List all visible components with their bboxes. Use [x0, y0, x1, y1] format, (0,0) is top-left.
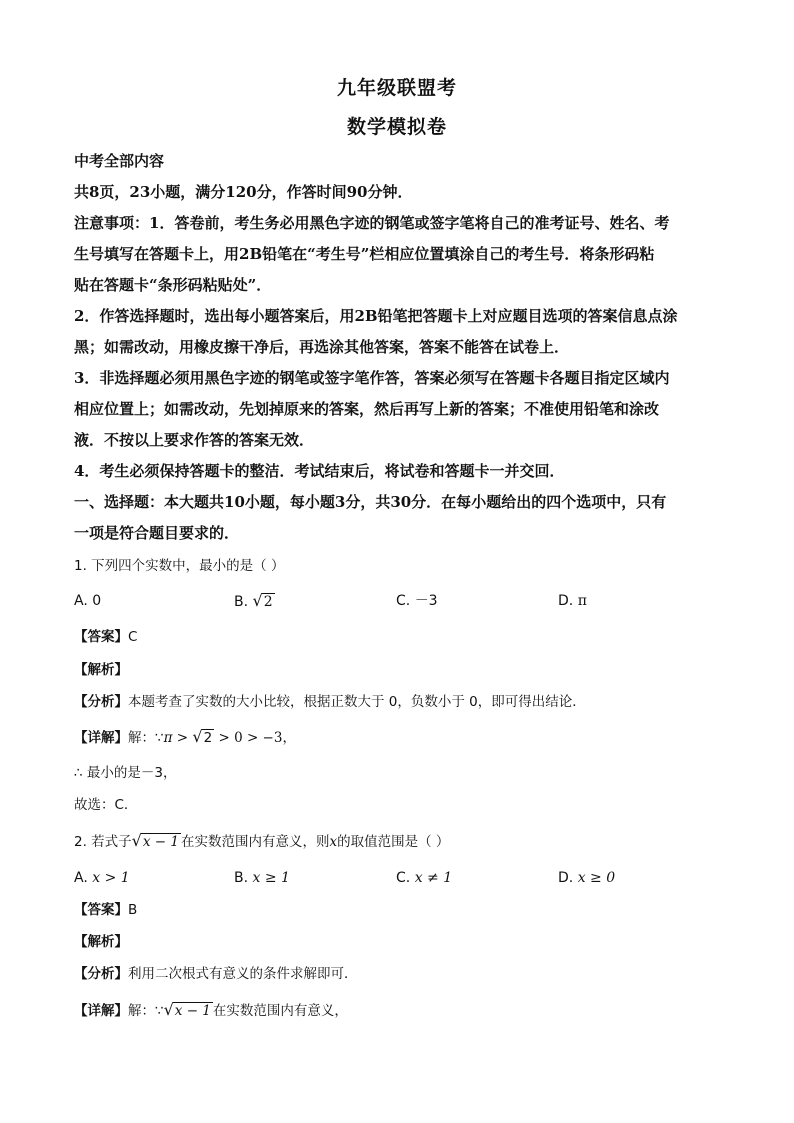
option-value: π: [577, 593, 587, 609]
q2-fenxi: [74, 964, 358, 984]
fenxi-text: 利用二次根式有意义的条件求解即可．: [128, 966, 358, 982]
q1-detail: [74, 727, 296, 748]
q1-fenxi: [74, 692, 586, 712]
because-symbol: ∵: [155, 730, 164, 746]
detail-prefix: 解：∵: [128, 1003, 164, 1019]
page-title: 九年级联盟考: [336, 77, 457, 99]
q2-option-c: [396, 868, 452, 888]
notice-line: 3．非选择题必须用黑色字迹的钢笔或签字笔作答，答案必须写在答题卡各题目指定区域内: [74, 369, 670, 387]
detail-sqrt: 2: [203, 730, 213, 746]
q1-analysis-tag: 【解析】: [74, 662, 128, 678]
question-1-stem: 1. 下列四个实数中，最小的是（ ）: [74, 558, 285, 574]
notice-line: 黑；如需改动，用橡皮擦干净后，再选涂其他答案，答案不能答在试卷上．: [74, 338, 570, 356]
q1-option-d: [558, 591, 587, 611]
option-label: C.: [396, 593, 415, 609]
detail-gt: >: [172, 730, 193, 746]
detail-tag: 【详解】: [74, 1003, 128, 1019]
notice-line: 液．不按以上要求作答的答案无效．: [74, 431, 315, 449]
notice-line: 贴在答题卡“条形码粘贴处”．: [74, 276, 272, 294]
sqrt-sign: √: [131, 831, 142, 850]
stem-radicand: x − 1: [142, 834, 179, 850]
detail-pi: π: [163, 730, 173, 746]
answer-tag: 【答案】: [74, 902, 128, 918]
exam-info: 共8页，23小题，满分120分，作答时间90分钟．: [74, 183, 413, 201]
q2-option-a: [74, 868, 130, 888]
section-heading: 一项是符合题目要求的．: [74, 524, 240, 542]
notice-line: 相应位置上；如需改动，先划掉原来的答案，然后再写上新的答案；不准使用铅笔和涂改: [74, 400, 660, 418]
detail-prefix: 解：: [128, 730, 155, 746]
q1-option-b: [234, 591, 275, 612]
option-value: x > 1: [92, 870, 130, 886]
answer-value: B: [128, 902, 138, 918]
fenxi-tag: 【分析】: [74, 966, 128, 982]
stem-suffix: 的取值范围是（ ）: [337, 834, 450, 850]
option-label: A.: [74, 870, 93, 886]
q2-option-d: [558, 868, 615, 888]
notice-line: 注意事项：1．答卷前，考生务必用黑色字迹的钢笔或签字笔将自己的准考证号、姓名、考: [74, 214, 670, 232]
sqrt-sign: √: [192, 727, 203, 746]
stem-mid: 在实数范围内有意义，则: [180, 834, 330, 850]
page-subtitle: 数学模拟卷: [346, 116, 447, 138]
q2-option-b: [234, 868, 290, 888]
option-value: x ≥ 0: [577, 870, 616, 886]
sqrt-sign: √: [163, 1000, 174, 1019]
q2-detail: [74, 1000, 348, 1021]
q1-option-c: [396, 591, 438, 611]
question-2-stem: [74, 831, 449, 852]
option-label: B.: [234, 594, 253, 610]
option-value: －3: [414, 593, 438, 609]
option-value: 0: [92, 593, 102, 609]
sqrt-sign: √: [252, 591, 263, 610]
option-label: D.: [558, 593, 578, 609]
exam-scope: 中考全部内容: [74, 152, 165, 170]
stem-var: x: [329, 834, 338, 850]
detail-rest: > 0 > −3，: [214, 730, 296, 746]
fenxi-text: 本题考查了实数的大小比较，根据正数大于 0，负数小于 0，即可得出结论．: [128, 694, 586, 710]
answer-value: C: [128, 629, 138, 645]
option-value: x ≠ 1: [414, 870, 453, 886]
fenxi-tag: 【分析】: [74, 694, 128, 710]
option-label: D.: [558, 870, 578, 886]
option-label: C.: [396, 870, 415, 886]
q2-answer: [74, 900, 137, 920]
detail-tag: 【详解】: [74, 730, 128, 746]
detail-suffix: 在实数范围内有意义，: [212, 1003, 348, 1019]
q2-analysis-tag: 【解析】: [74, 934, 128, 950]
option-value: x ≥ 1: [252, 870, 290, 886]
option-value: 2: [263, 594, 273, 610]
option-label: B.: [234, 870, 253, 886]
answer-tag: 【答案】: [74, 629, 128, 645]
q1-option-a: [74, 591, 101, 611]
option-label: A.: [74, 593, 93, 609]
notice-line: 2．作答选择题时，选出每小题答案后，用2B铅笔把答题卡上对应题目选项的答案信息点涂: [74, 307, 678, 325]
q1-therefore: ∴ 最小的是－3，: [74, 765, 177, 781]
detail-radicand: x − 1: [174, 1003, 211, 1019]
q1-answer: [74, 627, 137, 647]
notice-line: 4．考生必须保持答题卡的整洁．考试结束后，将试卷和答题卡一并交回．: [74, 462, 565, 480]
q1-choose: 故选：C．: [74, 797, 138, 813]
notice-line: 生号填写在答题卡上，用2B铅笔在“考生号”栏相应位置填涂自己的考生号．将条形码粘: [74, 245, 655, 263]
section-heading: 一、选择题：本大题共10小题，每小题3分，共30分．在每小题给出的四个选项中，只有: [74, 493, 667, 511]
stem-prefix: 2. 若式子: [74, 834, 132, 850]
